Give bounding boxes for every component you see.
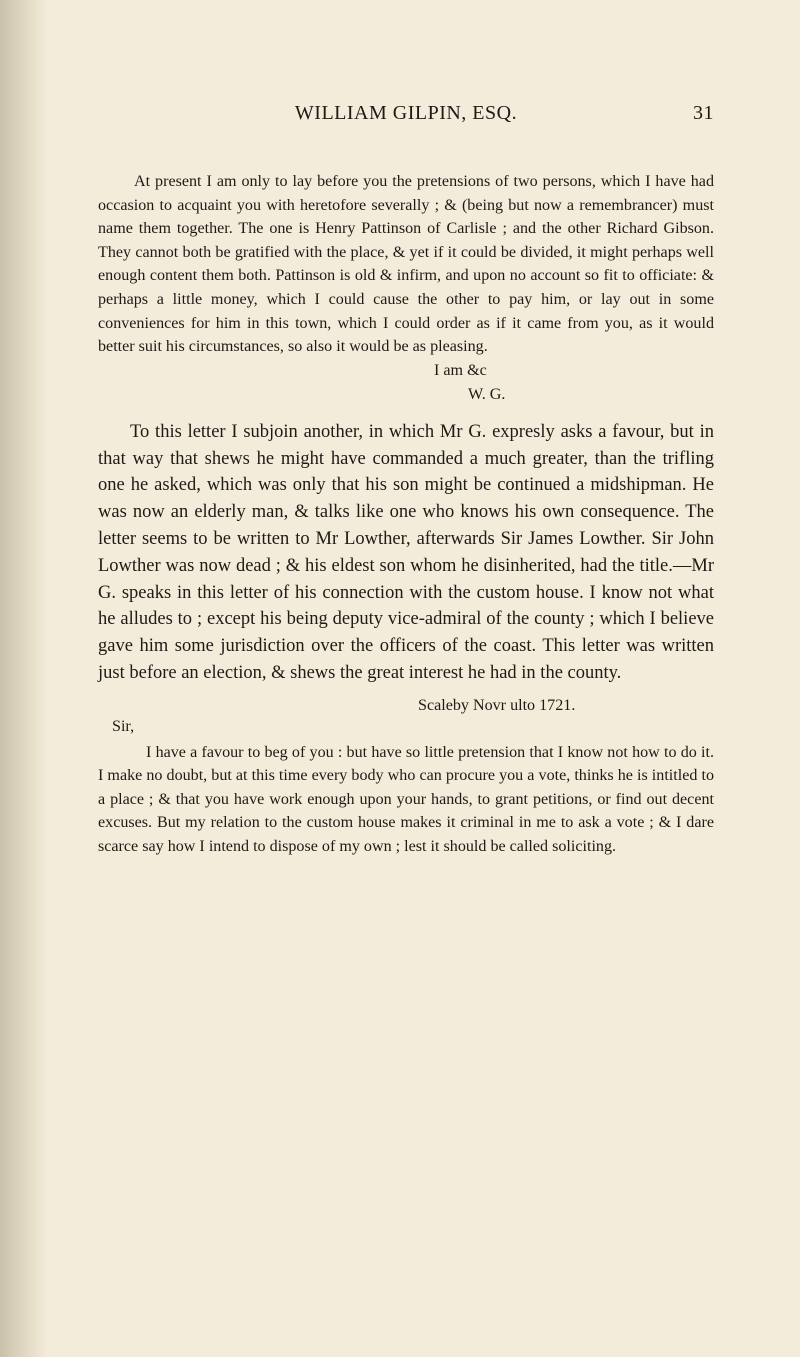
book-page <box>98 102 714 874</box>
letter-two-salutation: Sir, <box>112 717 135 735</box>
page-number: 31 <box>693 102 714 124</box>
letter-two-dateline: Scaleby Novr ulto 1721. <box>418 696 576 714</box>
letter-one-body: At present I am only to lay before you the pretensions of two persons, which I have had occasion to acquaint you with heretofore severally ; & (being but now a remembrancer) must name them together. The one is Henry Pattinson of Carlisle ; and the other Richard Gibson. They cannot both be gratified with the place, & yet if it could be divided, it might perhaps well enough content them both. Pattinson is old & infirm, and upon no account so fit to officiate: & perhaps a little money, which I could cause the other to pay him, or lay out in some conveniences for him in this town, which I could order as if it came from you, as it would better suit his circumstances, so also it would be as pleasing. <box>98 173 714 356</box>
editorial-commentary: To this letter I subjoin another, in which Mr G. expresly asks a favour, but in that way that shews he might have commanded a much greater, than the trifling one he asked, which was only that his son might be continued a midshipman. He was now an elderly man, & talks like one who knows his own consequence. The letter seems to be written to Mr Lowther, afterwards Sir James Lowther. Sir John Lowther was now dead ; & his eldest son whom he disinherited, had the title.—Mr G. speaks in this letter of his connection with the custom house. I know not what he alludes to ; except his being deputy vice-admiral of the county ; which I believe gave him some jurisdiction over the officers of the coast. This letter was written just before an election, & shews the great interest he had in the county. <box>98 421 714 683</box>
letter-one-closing: I am &c <box>434 361 487 379</box>
letter-two-body: I have a favour to beg of you : but have so little pretension that I know not how to do it. I make no doubt, but at this time every body who can procure you a vote, thinks he is intitled to a place ; & that you have work enough upon your hands, to grant petitions, or find out decent excuses. But my relation to the custom house makes it criminal in me to ask a vote ; & I dare scarce say how I intend to dispose of my own ; lest it should be called soliciting. <box>98 743 714 855</box>
running-title: WILLIAM GILPIN, ESQ. <box>294 102 518 124</box>
letter-one-signature: W. G. <box>468 385 506 403</box>
book-spine-shadow <box>0 0 48 1357</box>
running-header <box>98 102 714 132</box>
